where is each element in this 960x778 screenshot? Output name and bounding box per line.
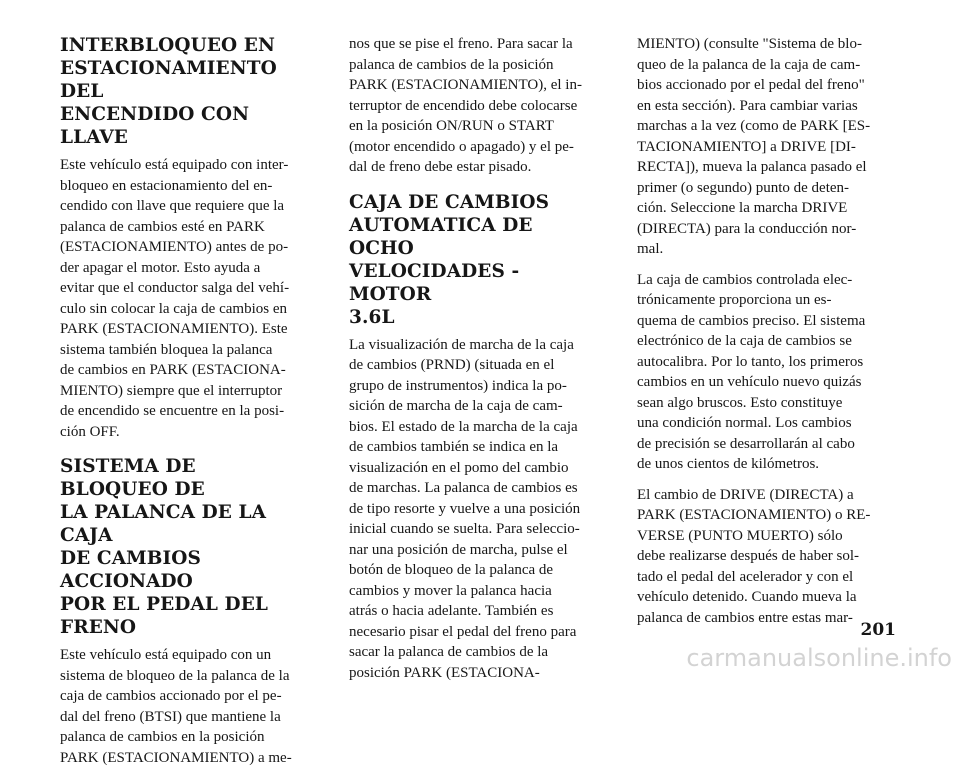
text-line: MIENTO) (consulte "Sistema de blo- [637, 36, 862, 52]
text-line: quema de cambios preciso. El sistema [637, 312, 866, 329]
text-line: Este vehículo está equipado con un [60, 647, 272, 663]
text-line: 3.6L [349, 306, 395, 328]
text-line: (motor encendido o apagado) y el pe- [349, 138, 574, 155]
text-line: TACIONAMIENTO] a DRIVE [DI- [637, 138, 856, 155]
watermark: carmanualsonline.info [686, 644, 952, 672]
text-line: sistema de bloqueo de la palanca de la [60, 667, 290, 684]
text-line: inicial cuando se suelta. Para seleccio- [349, 521, 580, 537]
text-line: bios accionado por el pedal del freno" [637, 77, 865, 93]
text-line: autocalibra. Por lo tanto, los primeros [637, 353, 864, 370]
text-line: PARK (ESTACIONAMIENTO) a me- [60, 749, 292, 766]
text-line: de marchas. La palanca de cambios es [349, 480, 578, 496]
text-line: de cambios (PRND) (situada en el [349, 357, 555, 373]
text-line: palanca de cambios entre estas mar- [637, 609, 853, 626]
text-line: VERSE (PUNTO MUERTO) sólo [637, 527, 843, 544]
text-line: tado el pedal del acelerador y con el [637, 568, 854, 585]
text-line: vehículo detenido. Cuando mueva la [637, 589, 857, 605]
column-1 [60, 34, 300, 778]
text-line: electrónico de la caja de cambios se [637, 333, 852, 349]
text-line: caja de cambios accionado por el pe- [60, 688, 282, 704]
text-line: nos que se pise el freno. Para sacar la [349, 36, 573, 52]
text-line: bios. El estado de la marcha de la caja [349, 418, 578, 435]
text-line: cambios y mover la palanca hacia [349, 582, 552, 599]
column-3 [637, 34, 877, 638]
text-line: sistema también bloquea la palanca [60, 341, 273, 358]
section-heading-brake-transmission-shift-interlock [60, 455, 300, 639]
text-line: palanca de cambios de la posición [349, 56, 554, 73]
paragraph-gear-display [349, 335, 589, 684]
text-line: palanca de cambios en la posición [60, 729, 265, 745]
text-line: SISTEMA DE BLOQUEO DE [60, 456, 205, 500]
text-line: evitar que el conductor salga del vehí- [60, 280, 290, 296]
section-heading-eight-speed-transmission [349, 191, 589, 329]
text-line: botón de bloqueo de la palanca de [349, 562, 554, 578]
text-line: Este vehículo está equipado con inter- [60, 157, 289, 173]
text-line: dal de freno debe estar pisado. [349, 159, 532, 175]
paragraph-electronic-calibration [637, 270, 877, 475]
text-line: La visualización de marcha de la caja [349, 336, 574, 353]
text-line: El cambio de DRIVE (DIRECTA) a [637, 486, 854, 503]
text-line: culo sin colocar la caja de cambios en [60, 300, 287, 317]
text-line: en esta sección). Para cambiar varias [637, 97, 858, 114]
text-line: atrás o hacia adelante. También es [349, 603, 554, 619]
page-number: 201 [860, 620, 896, 640]
text-line: ción OFF. [60, 423, 120, 440]
text-line: INTERBLOQUEO EN [60, 35, 275, 56]
text-line: sean algo bruscos. Esto constituye [637, 394, 843, 411]
paragraph-btsi-continued [349, 34, 589, 178]
paragraph-drive-to-park-shifting [637, 485, 877, 629]
text-line: mal. [637, 241, 664, 257]
text-line: VELOCIDADES - MOTOR [349, 260, 520, 305]
text-line: La caja de cambios controlada elec- [637, 271, 853, 288]
text-line: dal del freno (BTSI) que mantiene la [60, 708, 281, 725]
text-line: palanca de cambios esté en PARK [60, 218, 265, 235]
text-line: grupo de instrumentos) indica la po- [349, 377, 567, 394]
text-line: RECTA]), mueva la palanca pasado el [637, 159, 867, 175]
text-line: bloqueo en estacionamiento del en- [60, 177, 273, 194]
paragraph-ignition-park-interlock [60, 155, 300, 442]
text-line: terruptor de encendido debe colocarse [349, 97, 578, 114]
text-line: PARK (ESTACIONAMIENTO). Este [60, 321, 288, 337]
paragraph-shift-multiple-gears [637, 34, 877, 260]
text-line: sición de marcha de la caja de cam- [349, 398, 563, 414]
text-line: queo de la palanca de la caja de cam- [637, 56, 861, 73]
text-line: (ESTACIONAMIENTO) antes de po- [60, 239, 289, 255]
text-line: de precisión se desarrollarán al cabo [637, 435, 855, 452]
text-line: PARK (ESTACIONAMIENTO) o RE- [637, 507, 871, 523]
text-line: ción. Seleccione la marcha DRIVE [637, 200, 848, 216]
text-line: de cambios también se indica en la [349, 439, 559, 455]
text-line: AUTOMATICA DE OCHO [349, 214, 533, 259]
text-line: de tipo resorte y vuelve a una posición [349, 500, 581, 517]
text-line: ENCENDIDO CON LLAVE [60, 104, 250, 148]
text-line: de cambios en PARK (ESTACIONA- [60, 362, 286, 378]
text-line: ESTACIONAMIENTO DEL [60, 58, 277, 102]
text-line: trónicamente proporciona un es- [637, 292, 832, 308]
text-line: MIENTO) siempre que el interruptor [60, 382, 283, 399]
text-line: (DIRECTA) para la conducción nor- [637, 220, 857, 237]
section-heading-ignition-park-interlock [60, 34, 300, 149]
text-line: nar una posición de marcha, pulse el [349, 541, 568, 558]
text-line: de unos cientos de kilómetros. [637, 456, 820, 472]
column-2 [349, 34, 589, 693]
text-line: de encendido se encuentre en la posi- [60, 403, 285, 419]
text-line: DE CAMBIOS ACCIONADO [60, 548, 201, 592]
text-line: marchas a la vez (como de PARK [ES- [637, 118, 871, 134]
text-line: una condición normal. Los cambios [637, 415, 852, 431]
paragraph-btsi-intro [60, 645, 300, 768]
text-line: CAJA DE CAMBIOS [349, 191, 550, 213]
text-line: FRENO [60, 617, 137, 638]
text-line: LA PALANCA DE LA CAJA [60, 502, 267, 546]
text-line: POR EL PEDAL DEL [60, 594, 268, 615]
text-line: en la posición ON/RUN o START [349, 118, 554, 134]
text-line: PARK (ESTACIONAMIENTO), el in- [349, 77, 582, 93]
text-line: debe realizarse después de haber sol- [637, 548, 859, 564]
text-line: cambios en un vehículo nuevo quizás [637, 374, 862, 390]
text-line: posición PARK (ESTACIONA- [349, 664, 540, 681]
text-line: primer (o segundo) punto de deten- [637, 179, 850, 196]
text-line: sacar la palanca de cambios de la [349, 644, 549, 660]
text-line: necesario pisar el pedal del freno para [349, 623, 577, 640]
text-line: der apagar el motor. Esto ayuda a [60, 259, 261, 276]
text-line: cendido con llave que requiere que la [60, 198, 285, 214]
text-line: visualización en el pomo del cambio [349, 459, 569, 476]
